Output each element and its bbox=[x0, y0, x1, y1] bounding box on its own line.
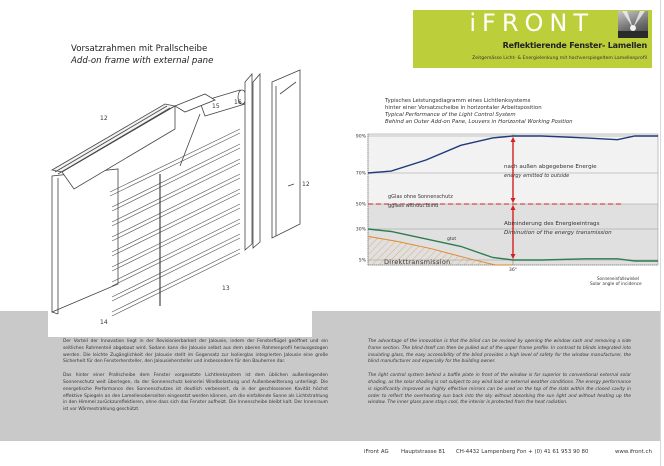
ifront-logo-banner bbox=[413, 10, 652, 68]
y-tick-label: 90% bbox=[355, 134, 366, 140]
annotation-ref-de: gGlas ohne Sonnenschutz bbox=[388, 194, 453, 200]
body-de-paragraph-2: Das hinter einer Prallscheibe dem Fenster vorgesetzte Lichtlenksystem ist dem üblichen außenliegenden Sonnenschutz weit überlegen, da der Sonnenschutz keinerlei Windbelastung und Außenbewitterung unterliegt. Die energetische Performance des Sonnenschutzes ist deutlich verbessert, da in der geschlossenen Kavität höchst effektive Spiegeln an den Lamellenoberseiten eingesetzt werden können, um die einfallende Sonne als Lichtstrahlung in den Himmel zurückzureflektieren, ohne dass sich das Fenster aufheizt. Die Innenscheibe bleibt kalt. Der Innenraum ist vor Wärmestrahlung geschützt. bbox=[63, 373, 328, 413]
label-15: 15 bbox=[212, 103, 220, 110]
annotation-upper-en: energy emitted to outside bbox=[504, 173, 570, 179]
y-tick-label: 70% bbox=[355, 171, 366, 177]
footer-company: iFront AG bbox=[364, 449, 389, 455]
chart-heading-de-1: Typisches Leistungsdiagramm eines Lichtlenksystems bbox=[385, 98, 531, 104]
chart-heading-de-2: hinter einer Vorsatzscheibe in horizontaler Arbeitsposition bbox=[385, 105, 542, 111]
label-12-top: 12 bbox=[100, 115, 108, 122]
x-axis-label-en: Solar angle of incidence bbox=[590, 282, 642, 287]
body-en-paragraph-1: The advantage of the innovation is that the blind can be revised by opening the window sash and removing a side frame section. The blind itself can then be pulled out of the upper frame profile. In contrast to blinds integrated into insulating glass, the easy accessibility of the blind provides a high level of safety for the window manufacturer, the blind manufacturer and especially for the building owner. bbox=[368, 339, 631, 365]
logo-subtitle: Reflektierende Fenster- Lamellen bbox=[502, 41, 647, 50]
x-tick-label: 36° bbox=[508, 268, 518, 273]
annotation-upper-de: nach außen abgegebene Energie bbox=[504, 164, 597, 170]
x-axis-label-de: Sonneneinfallswinkel bbox=[597, 276, 639, 281]
y-tick-label: 50% bbox=[355, 202, 366, 208]
y-tick-label: 5% bbox=[358, 258, 366, 264]
illustration-title-en: Add-on frame with external pane bbox=[71, 56, 214, 66]
annotation-lower-en: Diminution of the energy transmission bbox=[504, 230, 612, 236]
body-en-paragraph-2: The light control system behind a baffle plate in front of the window is far superior to conventional external solar shading, as the solar shading is not subject to any wind load or external weather conditions. The energy performance is significantly improved as highly effective mirrors can be used on the top of the slats within the closed cavity in order to reflect the overheating sun back into the sky without absorbing the sun light and without heating up the window. The inner glass pane stays cool, the interior is protected from the heat radiation. bbox=[368, 373, 631, 406]
label-14: 14 bbox=[100, 319, 108, 326]
chart-heading-en-2: Behind an Outer Add-on Pane, Louvers in Horizontal Working Position bbox=[385, 119, 573, 125]
label-13: 13 bbox=[222, 285, 230, 292]
annotation-gtot: gtot bbox=[447, 237, 457, 242]
y-tick-label: 30% bbox=[355, 227, 366, 233]
light-beam-icon bbox=[618, 11, 648, 38]
label-16: 16 bbox=[234, 99, 242, 106]
logo-tagline: Zeitgemässe Licht- & Energielenkung mit hochverspiegeltem Lamellenprofil bbox=[472, 56, 647, 61]
chart-heading-en-1: Typical Performance of the Light Control System bbox=[385, 112, 516, 118]
annotation-direct: Direkttransmission bbox=[384, 258, 451, 266]
page-edge-line bbox=[660, 0, 661, 466]
footer-web[interactable]: www.ifront.ch bbox=[615, 449, 652, 455]
add-on-frame-drawing bbox=[40, 74, 340, 338]
illustration-title-de: Vorsatzrahmen mit Prallscheibe bbox=[71, 44, 208, 54]
footer-street: Hauptstrasse 81 bbox=[401, 449, 446, 455]
label-12-side: 12 bbox=[302, 181, 310, 188]
body-text-de bbox=[63, 339, 328, 421]
body-text-en bbox=[368, 339, 631, 414]
footer-city-phone: CH-4432 Lampenberg Fon + (0) 41 61 953 90 80 bbox=[456, 449, 589, 455]
annotation-lower-de: Abminderung des Energieeintrags bbox=[504, 221, 600, 227]
logo-wordmark: iFRONT bbox=[469, 9, 594, 37]
annotation-ref-en: gglass without blind bbox=[388, 203, 439, 209]
body-de-paragraph-1: Der Vorteil der Innovation liegt in der Revisionierbarkeit der Jalousie, indem der Fensterflügel geöffnet und ein seitliches Rahmenteil abgebaut wird. Sodann kann die Jalousie selbst aus dem oberen Rahmenprofil herausgezogen werden. Die leichte Zugänglichkeit der Jalousie stellt im Gegensatz zur Isolierglas integrierten Jalousie eine große Sicherheit für den Fensterhersteller, den Jalousiehersteller und insbesondere für den Bauherren dar. bbox=[63, 339, 328, 365]
